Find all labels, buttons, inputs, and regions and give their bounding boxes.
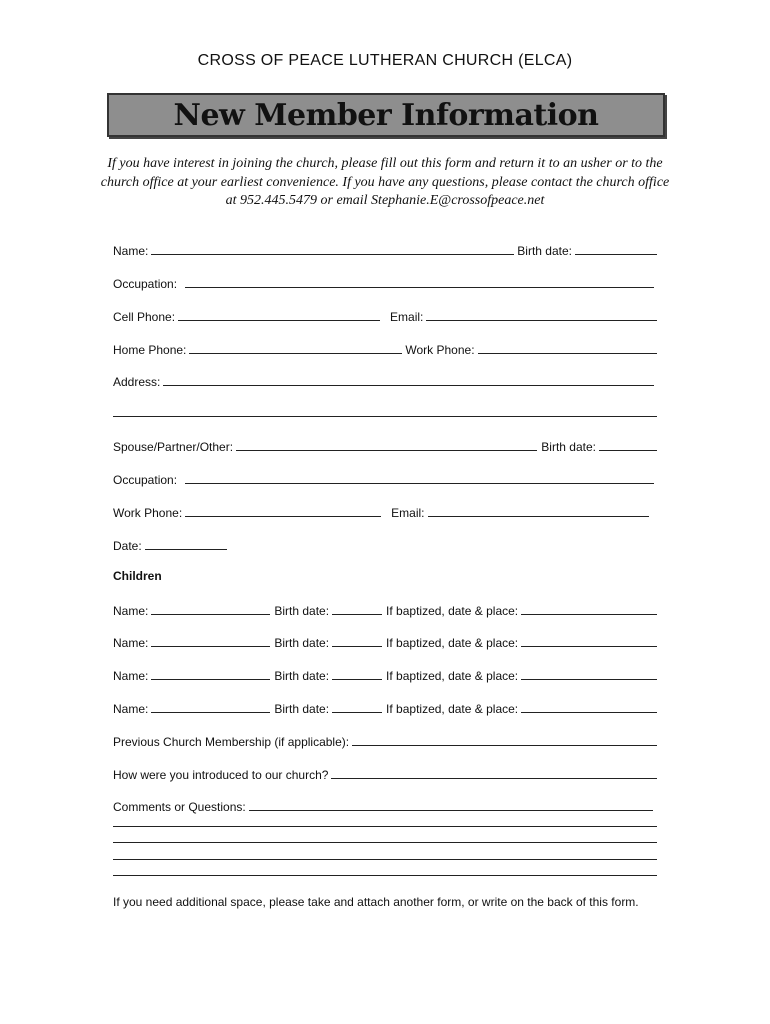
child-birth-date-label: Birth date: — [274, 604, 330, 618]
form-title: New Member Information — [173, 97, 599, 133]
child-row — [113, 600, 657, 618]
child-baptized-label: If baptized, date & place: — [386, 636, 519, 650]
address-field[interactable] — [163, 385, 654, 386]
comments-label: Comments or Questions: — [113, 800, 246, 814]
child-row — [113, 665, 657, 683]
occupation-row — [113, 273, 657, 291]
child-name-field[interactable] — [151, 614, 270, 615]
spouse-birth-date-label: Birth date: — [541, 440, 596, 454]
email-label: Email: — [390, 310, 424, 324]
child-birth-date-label: Birth date: — [274, 669, 330, 683]
work-phone-field[interactable] — [478, 353, 657, 354]
occupation-field[interactable] — [185, 287, 654, 288]
form-title-banner — [107, 93, 665, 137]
footer-note: If you need additional space, please take and attach another form, or write on the back of this form. — [113, 895, 639, 909]
introduced-row — [113, 764, 657, 782]
name-row — [113, 240, 657, 258]
child-name-field[interactable] — [151, 679, 270, 680]
child-birth-date-label: Birth date: — [274, 702, 330, 716]
child-baptized-label: If baptized, date & place: — [386, 669, 519, 683]
child-baptized-field[interactable] — [521, 646, 657, 647]
spouse-work-phone-label: Work Phone: — [113, 506, 183, 520]
child-name-label: Name: — [113, 636, 149, 650]
spouse-row — [113, 436, 657, 454]
spouse-occupation-field[interactable] — [185, 483, 654, 484]
children-heading: Children — [113, 569, 162, 583]
birth-date-label: Birth date: — [517, 244, 572, 258]
child-name-label: Name: — [113, 702, 149, 716]
spouse-label: Spouse/Partner/Other: — [113, 440, 234, 454]
spouse-birth-date-field[interactable] — [599, 450, 657, 451]
child-birth-date-field[interactable] — [332, 646, 382, 647]
work-phone-label: Work Phone: — [405, 343, 475, 357]
previous-church-row — [113, 731, 657, 749]
comments-field[interactable] — [249, 810, 653, 811]
spouse-work-email-row — [113, 502, 657, 520]
comments-line[interactable] — [113, 875, 657, 876]
intro-text: If you have interest in joining the church, please fill out this form and return it to an usher or to the church office at your earliest convenience. If you have any questions, please contact the church office at 952.445.5479 or email Stephanie.E@crossofpeace.net — [100, 156, 670, 208]
child-birth-date-field[interactable] — [332, 679, 382, 680]
date-field[interactable] — [145, 549, 227, 550]
spouse-email-field[interactable] — [428, 516, 650, 517]
cell-email-row — [113, 306, 657, 324]
child-baptized-field[interactable] — [521, 712, 657, 713]
child-name-field[interactable] — [151, 646, 270, 647]
birth-date-field[interactable] — [575, 254, 657, 255]
phones-row — [113, 339, 657, 357]
introduced-label: How were you introduced to our church? — [113, 768, 329, 782]
email-field[interactable] — [426, 320, 657, 321]
introduced-field[interactable] — [331, 778, 657, 779]
comments-line[interactable] — [113, 859, 657, 860]
comments-line[interactable] — [113, 842, 657, 843]
occupation-label: Occupation: — [113, 277, 178, 291]
spouse-email-label: Email: — [391, 506, 425, 520]
child-name-field[interactable] — [151, 712, 270, 713]
child-birth-date-label: Birth date: — [274, 636, 330, 650]
child-baptized-field[interactable] — [521, 614, 657, 615]
date-row — [113, 535, 657, 553]
spouse-occupation-label: Occupation: — [113, 473, 178, 487]
child-baptized-field[interactable] — [521, 679, 657, 680]
home-phone-field[interactable] — [189, 353, 402, 354]
previous-church-field[interactable] — [352, 745, 657, 746]
child-birth-date-field[interactable] — [332, 712, 382, 713]
child-baptized-label: If baptized, date & place: — [386, 604, 519, 618]
cell-phone-field[interactable] — [178, 320, 380, 321]
previous-church-label: Previous Church Membership (if applicable): — [113, 735, 350, 749]
address-line-2[interactable] — [113, 416, 657, 417]
name-label: Name: — [113, 244, 149, 258]
child-name-label: Name: — [113, 669, 149, 683]
comments-line[interactable] — [113, 826, 657, 827]
home-phone-label: Home Phone: — [113, 343, 187, 357]
date-label: Date: — [113, 539, 142, 553]
address-row — [113, 371, 657, 389]
child-baptized-label: If baptized, date & place: — [386, 702, 519, 716]
name-field[interactable] — [151, 254, 514, 255]
child-birth-date-field[interactable] — [332, 614, 382, 615]
child-row — [113, 698, 657, 716]
church-name: CROSS OF PEACE LUTHERAN CHURCH (ELCA) — [197, 52, 573, 69]
address-label: Address: — [113, 375, 161, 389]
child-name-label: Name: — [113, 604, 149, 618]
spouse-occupation-row — [113, 469, 657, 487]
spouse-work-phone-field[interactable] — [185, 516, 381, 517]
cell-phone-label: Cell Phone: — [113, 310, 176, 324]
comments-row — [113, 796, 657, 814]
spouse-field[interactable] — [236, 450, 537, 451]
child-row — [113, 632, 657, 650]
